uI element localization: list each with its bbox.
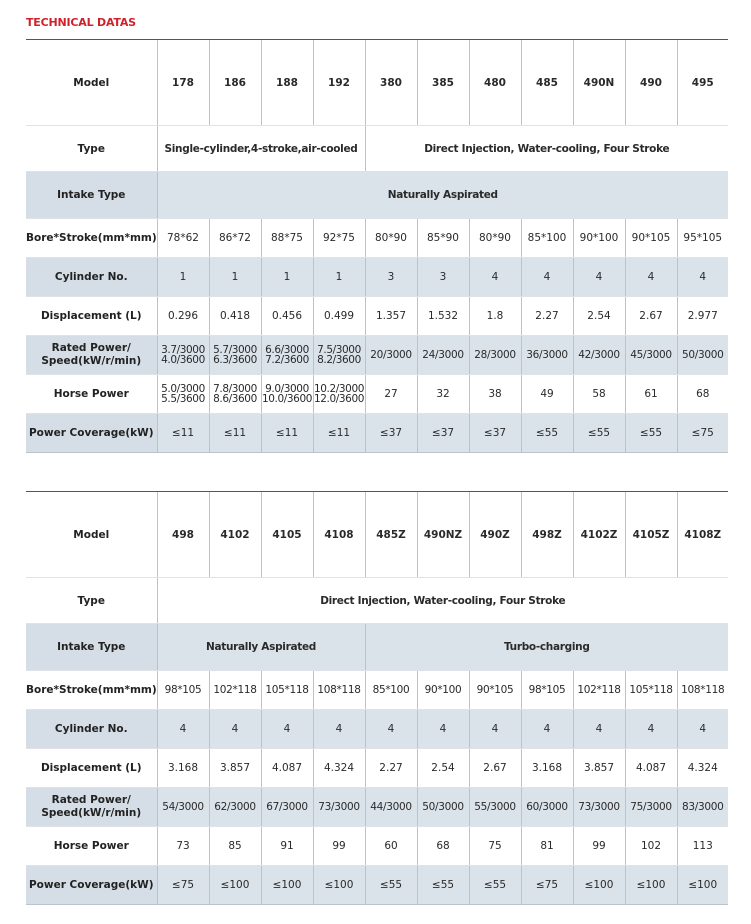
rated-power-cell: 44/3000 [365, 788, 417, 827]
model-cell: 498Z [521, 492, 573, 578]
horse-power-cell: 91 [261, 827, 313, 866]
model-cell: 4108 [313, 492, 365, 578]
bore-cell: 85*90 [417, 219, 469, 258]
model-cell: 4105 [261, 492, 313, 578]
bore-cell: 98*105 [521, 671, 573, 710]
cylinder-cell: 4 [573, 710, 625, 749]
row-label: Type [26, 578, 157, 624]
horse-power-cell: 32 [417, 375, 469, 414]
displacement-cell: 2.977 [677, 297, 728, 336]
horse-power-cell: 68 [677, 375, 728, 414]
horse-power-cell: 113 [677, 827, 728, 866]
bore-cell: 90*100 [573, 219, 625, 258]
power-coverage-cell: ≤55 [573, 414, 625, 453]
rated-power-cell: 62/3000 [209, 788, 261, 827]
type-row [26, 578, 728, 624]
intake-row [26, 624, 728, 671]
row-label: Cylinder No. [26, 258, 157, 297]
rated-power-cell: 54/3000 [157, 788, 209, 827]
bore-cell: 85*100 [521, 219, 573, 258]
type-cell: Direct Injection, Water-cooling, Four Stroke [365, 126, 728, 172]
spec-table-2 [26, 491, 728, 905]
rated-power-row [26, 788, 728, 827]
power-coverage-cell: ≤100 [261, 866, 313, 905]
model-cell: 490N [573, 40, 625, 126]
cylinder-cell: 3 [365, 258, 417, 297]
bore-cell: 102*118 [209, 671, 261, 710]
model-cell: 490Z [469, 492, 521, 578]
power-coverage-row [26, 414, 728, 453]
bore-cell: 108*118 [677, 671, 728, 710]
model-cell: 4105Z [625, 492, 677, 578]
power-coverage-cell: ≤55 [365, 866, 417, 905]
model-cell: 485 [521, 40, 573, 126]
intake-cell: Naturally Aspirated [157, 624, 365, 671]
row-label-line: Speed(kW/r/min) [41, 807, 142, 819]
row-label-line: Rated Power/ [51, 342, 131, 354]
cylinder-cell: 4 [313, 710, 365, 749]
rated-power-cell: 6.6/3000 7.2/3600 [261, 336, 313, 375]
bore-cell: 95*105 [677, 219, 728, 258]
power-coverage-cell: ≤75 [677, 414, 728, 453]
bore-cell: 90*100 [417, 671, 469, 710]
power-coverage-cell: ≤55 [521, 414, 573, 453]
rated-power-cell: 60/3000 [521, 788, 573, 827]
displacement-cell: 2.54 [417, 749, 469, 788]
intake-cell: Turbo-charging [365, 624, 728, 671]
cylinder-cell: 4 [521, 710, 573, 749]
cylinder-cell: 4 [625, 710, 677, 749]
type-cell: Single-cylinder,4-stroke,air-cooled [157, 126, 365, 172]
bore-cell: 90*105 [625, 219, 677, 258]
horse-power-cell: 99 [573, 827, 625, 866]
row-label: Intake Type [26, 172, 157, 219]
power-coverage-cell: ≤100 [209, 866, 261, 905]
horse-power-cell: 85 [209, 827, 261, 866]
model-cell: 490NZ [417, 492, 469, 578]
cylinder-cell: 1 [261, 258, 313, 297]
rated-power-row [26, 336, 728, 375]
bore-row [26, 671, 728, 710]
horse-power-cell: 68 [417, 827, 469, 866]
cylinder-cell: 4 [677, 710, 728, 749]
model-row [26, 40, 728, 126]
row-label: Displacement (L) [26, 749, 157, 788]
horse-power-cell: 61 [625, 375, 677, 414]
intake-row [26, 172, 728, 219]
row-label: Power Coverage(kW) [26, 414, 157, 453]
cylinder-cell: 4 [625, 258, 677, 297]
bore-cell: 78*62 [157, 219, 209, 258]
power-coverage-row [26, 866, 728, 905]
horse-power-cell: 60 [365, 827, 417, 866]
horse-power-cell: 7.8/3000 8.6/3600 [209, 375, 261, 414]
cylinder-cell: 4 [157, 710, 209, 749]
cylinder-cell: 4 [209, 710, 261, 749]
displacement-cell: 3.857 [209, 749, 261, 788]
row-label: Type [26, 126, 157, 172]
rated-power-cell: 28/3000 [469, 336, 521, 375]
cylinder-cell: 4 [469, 258, 521, 297]
bore-cell: 80*90 [469, 219, 521, 258]
power-coverage-cell: ≤37 [469, 414, 521, 453]
horse-power-cell: 73 [157, 827, 209, 866]
displacement-cell: 2.67 [469, 749, 521, 788]
displacement-cell: 3.168 [157, 749, 209, 788]
row-label: Intake Type [26, 624, 157, 671]
displacement-cell: 1.357 [365, 297, 417, 336]
spec-table-1 [26, 39, 728, 453]
rated-power-cell: 42/3000 [573, 336, 625, 375]
cylinder-cell: 4 [261, 710, 313, 749]
bore-cell: 108*118 [313, 671, 365, 710]
power-coverage-cell: ≤55 [625, 414, 677, 453]
power-coverage-cell: ≤100 [313, 866, 365, 905]
horse-power-cell: 81 [521, 827, 573, 866]
power-coverage-cell: ≤37 [365, 414, 417, 453]
power-coverage-cell: ≤75 [157, 866, 209, 905]
horse-power-cell: 5.0/3000 5.5/3600 [157, 375, 209, 414]
displacement-cell: 1.532 [417, 297, 469, 336]
rated-power-cell: 5.7/3000 6.3/3600 [209, 336, 261, 375]
model-row [26, 492, 728, 578]
horse-power-cell: 102 [625, 827, 677, 866]
bore-cell: 90*105 [469, 671, 521, 710]
row-label-line: Speed(kW/r/min) [41, 355, 142, 367]
cylinder-cell: 1 [157, 258, 209, 297]
model-cell: 186 [209, 40, 261, 126]
displacement-cell: 4.324 [313, 749, 365, 788]
horse-power-cell: 99 [313, 827, 365, 866]
horse-power-cell: 27 [365, 375, 417, 414]
bore-cell: 88*75 [261, 219, 313, 258]
power-coverage-cell: ≤11 [209, 414, 261, 453]
displacement-cell: 2.27 [521, 297, 573, 336]
row-label: Model [26, 492, 157, 578]
cylinder-cell: 1 [313, 258, 365, 297]
cylinder-cell: 4 [677, 258, 728, 297]
bore-cell: 85*100 [365, 671, 417, 710]
power-coverage-cell: ≤75 [521, 866, 573, 905]
displacement-cell: 4.087 [625, 749, 677, 788]
model-cell: 4108Z [677, 492, 728, 578]
displacement-cell: 0.418 [209, 297, 261, 336]
row-label: Model [26, 40, 157, 126]
rated-power-cell: 50/3000 [417, 788, 469, 827]
rated-power-cell: 3.7/3000 4.0/3600 [157, 336, 209, 375]
cylinder-cell: 4 [365, 710, 417, 749]
model-cell: 490 [625, 40, 677, 126]
row-label: Power Coverage(kW) [26, 866, 157, 905]
row-label [26, 336, 157, 375]
model-cell: 385 [417, 40, 469, 126]
cylinder-cell: 4 [469, 710, 521, 749]
power-coverage-cell: ≤37 [417, 414, 469, 453]
power-coverage-cell: ≤11 [261, 414, 313, 453]
bore-cell: 98*105 [157, 671, 209, 710]
displacement-cell: 2.27 [365, 749, 417, 788]
row-label: Bore*Stroke(mm*mm) [26, 671, 157, 710]
row-label-line: Rated Power/ [51, 794, 131, 806]
horse-power-row [26, 827, 728, 866]
cylinder-cell: 3 [417, 258, 469, 297]
horse-power-cell: 49 [521, 375, 573, 414]
model-cell: 380 [365, 40, 417, 126]
displacement-cell: 0.499 [313, 297, 365, 336]
rated-power-cell: 45/3000 [625, 336, 677, 375]
model-cell: 4102 [209, 492, 261, 578]
row-label [26, 788, 157, 827]
cylinder-row [26, 258, 728, 297]
rated-power-cell: 83/3000 [677, 788, 728, 827]
rated-power-cell: 50/3000 [677, 336, 728, 375]
section-heading: TECHNICAL DATAS [26, 16, 136, 29]
power-coverage-cell: ≤11 [157, 414, 209, 453]
rated-power-cell: 36/3000 [521, 336, 573, 375]
model-cell: 480 [469, 40, 521, 126]
horse-power-row [26, 375, 728, 414]
displacement-cell: 4.087 [261, 749, 313, 788]
displacement-cell: 0.296 [157, 297, 209, 336]
intake-cell: Naturally Aspirated [157, 172, 728, 219]
model-cell: 498 [157, 492, 209, 578]
rated-power-cell: 75/3000 [625, 788, 677, 827]
row-label: Bore*Stroke(mm*mm) [26, 219, 157, 258]
rated-power-cell: 73/3000 [573, 788, 625, 827]
type-cell: Direct Injection, Water-cooling, Four Stroke [157, 578, 728, 624]
power-coverage-cell: ≤100 [573, 866, 625, 905]
bore-row [26, 219, 728, 258]
displacement-cell: 0.456 [261, 297, 313, 336]
model-cell: 4102Z [573, 492, 625, 578]
row-label: Horse Power [26, 827, 157, 866]
power-coverage-cell: ≤11 [313, 414, 365, 453]
model-cell: 178 [157, 40, 209, 126]
cylinder-cell: 1 [209, 258, 261, 297]
model-cell: 188 [261, 40, 313, 126]
model-cell: 495 [677, 40, 728, 126]
displacement-row [26, 297, 728, 336]
power-coverage-cell: ≤55 [469, 866, 521, 905]
cylinder-cell: 4 [573, 258, 625, 297]
horse-power-cell: 9.0/3000 10.0/3600 [261, 375, 313, 414]
displacement-cell: 2.54 [573, 297, 625, 336]
model-cell: 192 [313, 40, 365, 126]
horse-power-cell: 58 [573, 375, 625, 414]
bore-cell: 102*118 [573, 671, 625, 710]
horse-power-cell: 38 [469, 375, 521, 414]
horse-power-cell: 10.2/3000 12.0/3600 [313, 375, 365, 414]
bore-cell: 86*72 [209, 219, 261, 258]
rated-power-cell: 67/3000 [261, 788, 313, 827]
row-label: Horse Power [26, 375, 157, 414]
power-coverage-cell: ≤100 [677, 866, 728, 905]
bore-cell: 105*118 [261, 671, 313, 710]
rated-power-cell: 24/3000 [417, 336, 469, 375]
displacement-cell: 2.67 [625, 297, 677, 336]
rated-power-cell: 20/3000 [365, 336, 417, 375]
row-label: Cylinder No. [26, 710, 157, 749]
model-cell: 485Z [365, 492, 417, 578]
power-coverage-cell: ≤55 [417, 866, 469, 905]
bore-cell: 92*75 [313, 219, 365, 258]
displacement-cell: 3.168 [521, 749, 573, 788]
cylinder-row [26, 710, 728, 749]
bore-cell: 80*90 [365, 219, 417, 258]
displacement-row [26, 749, 728, 788]
power-coverage-cell: ≤100 [625, 866, 677, 905]
bore-cell: 105*118 [625, 671, 677, 710]
cylinder-cell: 4 [417, 710, 469, 749]
horse-power-cell: 75 [469, 827, 521, 866]
type-row [26, 126, 728, 172]
displacement-cell: 4.324 [677, 749, 728, 788]
rated-power-cell: 7.5/3000 8.2/3600 [313, 336, 365, 375]
rated-power-cell: 55/3000 [469, 788, 521, 827]
row-label: Displacement (L) [26, 297, 157, 336]
cylinder-cell: 4 [521, 258, 573, 297]
displacement-cell: 3.857 [573, 749, 625, 788]
rated-power-cell: 73/3000 [313, 788, 365, 827]
displacement-cell: 1.8 [469, 297, 521, 336]
